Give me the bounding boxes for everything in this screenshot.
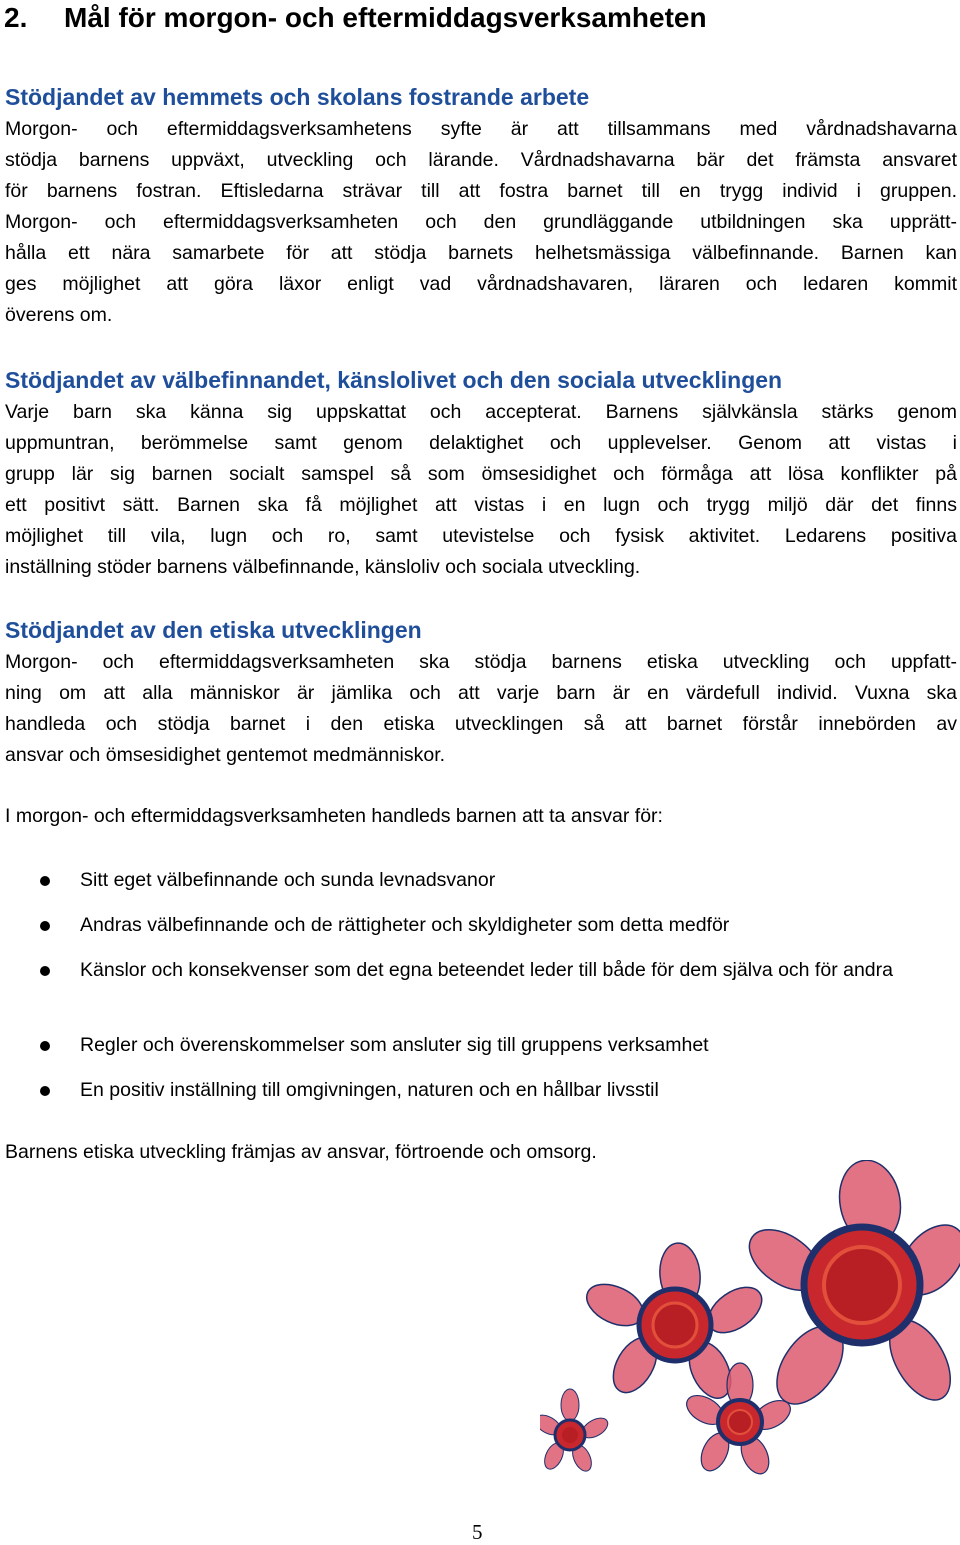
large-flower <box>738 1160 960 1416</box>
section-heading-wellbeing: Stödjandet av välbefinnandet, känslolivet och den sociala utvecklingen <box>5 367 783 393</box>
paragraph-line: grupp lär sig barnen socialt samspel så som ömsesidighet och förmåga att lösa konflikter på <box>5 463 957 485</box>
bullet-list-intro: I morgon- och eftermiddagsverksamheten handleds barnen att ta ansvar för: <box>5 805 663 827</box>
paragraph-line: hålla ett nära samarbete för att stödja barnets helhetsmässiga välbefinnande. Barnen kan <box>5 242 957 264</box>
paragraph-wellbeing <box>5 397 957 583</box>
paragraph-line: handleda och stödja barnet i den etiska utvecklingen så att barnet förstår innebörden av <box>5 713 957 735</box>
page-number: 5 <box>472 1520 483 1544</box>
paragraph-line: ning om att alla människor är jämlika och att varje barn är en värdefull individ. Vuxna ska <box>5 682 957 704</box>
paragraph-home-school <box>5 114 957 331</box>
section-heading-home-school: Stödjandet av hemmets och skolans fostrande arbete <box>5 84 590 110</box>
hand-drawn-flowers-illustration <box>540 1160 960 1500</box>
paragraph-line: ansvar och ömsesidighet gentemot medmänniskor. <box>5 744 446 766</box>
bullet-icon <box>40 966 50 976</box>
chapter-title-text: Mål för morgon- och eftermiddagsverksamheten <box>64 2 707 33</box>
closing-sentence: Barnens etiska utveckling främjas av ansvar, förtroende och omsorg. <box>5 1141 597 1163</box>
paragraph-line: möjlighet till vila, lugn och ro, samt utevistelse och fysisk aktivitet. Ledarens positiva <box>5 525 957 547</box>
bullet-icon <box>40 876 50 886</box>
paragraph-line: Morgon- och eftermiddagsverksamhetens syfte är att tillsammans med vårdnadshavarna <box>5 118 957 140</box>
paragraph-line: uppmuntran, berömmelse samt genom delaktighet och upplevelser. Genom att vistas i <box>5 432 957 454</box>
paragraph-line: ett positivt sätt. Barnen ska få möjlighet att vistas i en lugn och trygg miljö där det finns <box>5 494 957 516</box>
paragraph-line: stödja barnens uppväxt, utveckling och lärande. Vårdnadshavarna bär det främsta ansvaret <box>5 149 957 171</box>
bullet-icon <box>40 1086 50 1096</box>
bullet-icon <box>40 921 50 931</box>
paragraph-line: Morgon- och eftermiddagsverksamheten ska stödja barnens etiska utveckling och uppfatt- <box>5 651 957 673</box>
paragraph-ethics <box>5 647 957 771</box>
paragraph-line: Varje barn ska känna sig uppskattat och accepterat. Barnens självkänsla stärks genom <box>5 401 957 423</box>
paragraph-line: ges möjlighet att göra läxor enligt vad vårdnadshavaren, läraren och ledaren kommit <box>5 273 957 295</box>
bullet-icon <box>40 1041 50 1051</box>
chapter-title <box>4 0 707 36</box>
paragraph-line: Morgon- och eftermiddagsverksamheten och den grundläggande utbildningen ska upprätt- <box>5 211 957 233</box>
chapter-number: 2. <box>4 2 28 33</box>
paragraph-line: inställning stöder barnens välbefinnande, känsloliv och sociala utveckling. <box>5 556 641 578</box>
document-page: 2. Mål för morgon- och eftermiddagsverksamheten Stödjandet av hemmets och skolans fostrande arbete Morgon- och eftermiddagsverksamhetens syfte är att tillsammans med vårdnadshavarna stödja barnens uppväxt, utveckling och lärande. Vårdnadshavarna bär det främsta ansvaret för barnens fostran. Eftisledarna strävar till att fostra barnet till en trygg individ i gruppen. Morgon- och eftermiddagsverksamheten och den grundläggande utbildningen ska upprätt- hålla ett nära samarbete för att stödja barnets helhetsmässiga välbefinnande. Barnen kan ges möjlighet att göra läxor enligt vad vårdnadshavaren, läraren och ledaren kommit överens om. Stödjandet av välbefinnandet, känslolivet och den sociala utvecklingen Varje barn ska känna sig uppskattat och accepterat. Barnens självkänsla stärks genom uppmuntran, berömmelse samt genom delaktighet och upplevelser. Genom att vistas i grupp lär sig barnen socialt samspel så som ömsesidighet och förmåga att lösa konflikter på ett positivt sätt. Barnen ska få möjlighet att vistas i en lugn och trygg miljö där det finns möjlighet till vila, lugn och ro, samt utevistelse och fysisk aktivitet. Ledarens positiva inställning stöder barnens välbefinnande, känsloliv och sociala utveckling. Stödjandet av den etiska utvecklingen Morgon- och eftermiddagsverksamheten ska stödja barnens etiska utveckling och uppfatt- ning om att alla människor är jämlika och att varje barn är en värdefull individ. Vuxna ska handleda och stödja barnet i den etiska utvecklingen så att barnet förstår innebörden av ansvar och ömsesidighet gentemot medmänniskor. I morgon- och eftermiddagsverksamheten handleds barnen att ta ansvar för: Sitt eget välbefinnande och sunda levnadsvanor Andras välbefinnande och de rättigheter och skyldigheter som detta medför Känslor och konsekvenser som det egna beteendet leder till både för dem själva och för andra Regler och överenskommelser som ansluter sig till gruppens verksamhet En positiv inställning till omgivningen, naturen och en hållbar livsstil Barnens etiska utveckling främjas av ansvar, förtroende och omsorg. 5 <box>0 0 960 1542</box>
paragraph-line: överens om. <box>5 304 113 326</box>
tiny-flower <box>540 1389 611 1474</box>
section-heading-ethics: Stödjandet av den etiska utvecklingen <box>5 617 422 643</box>
paragraph-line: för barnens fostran. Eftisledarna strävar till att fostra barnet till en trygg individ i gruppen. <box>5 180 957 202</box>
